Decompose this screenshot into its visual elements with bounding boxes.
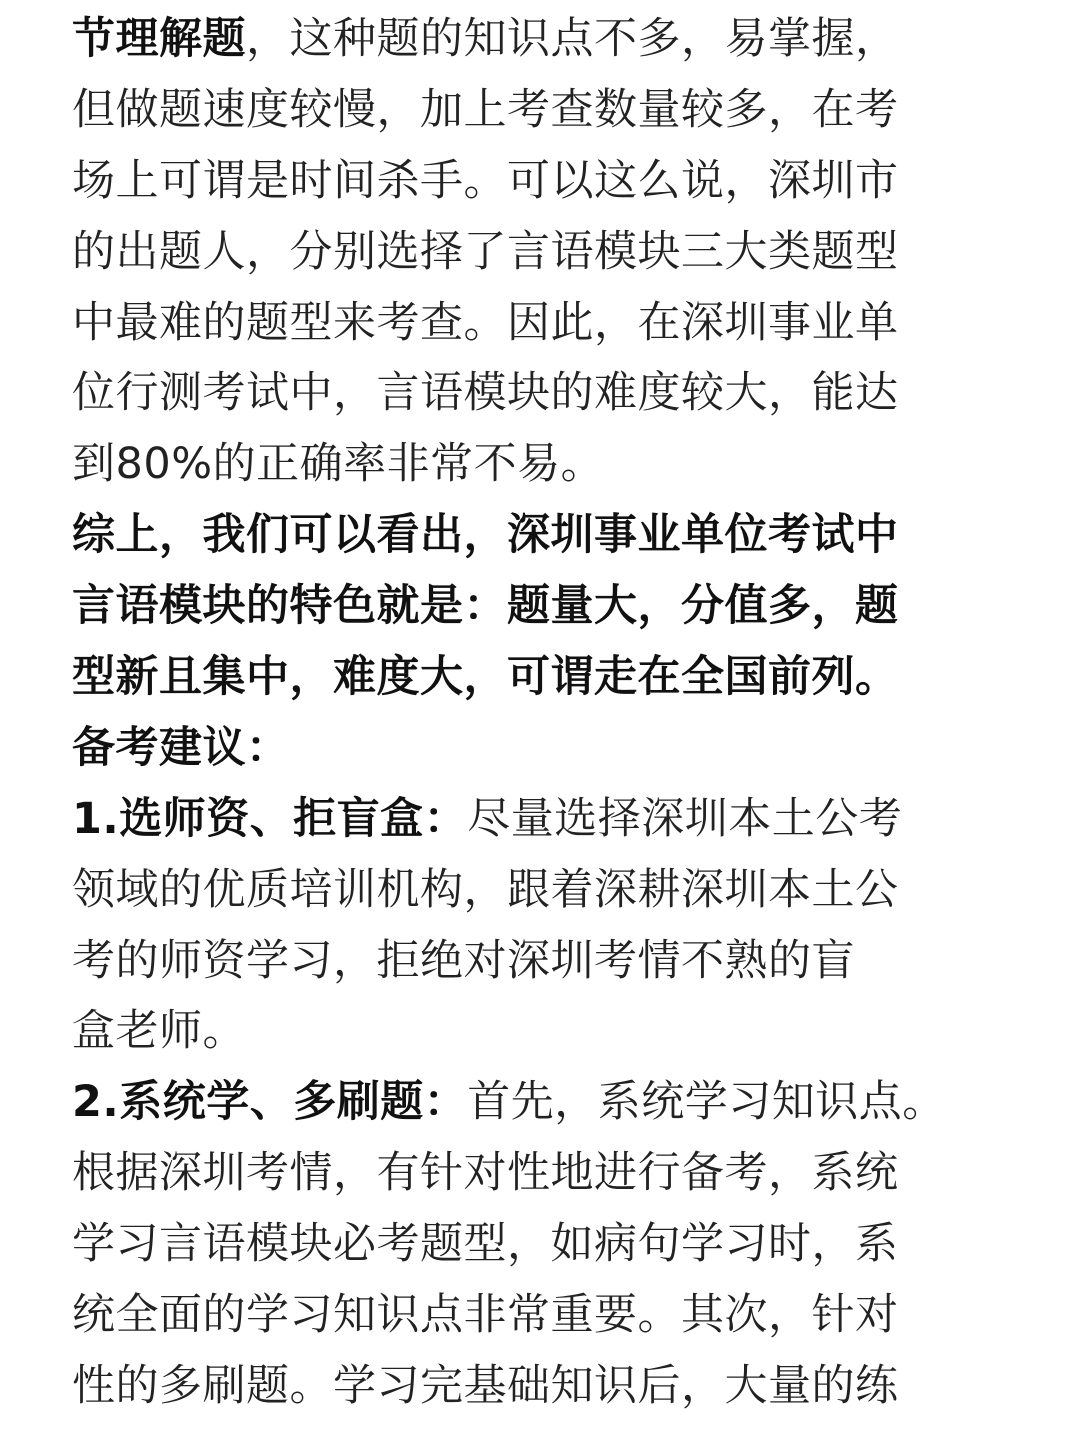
body-text: 统全面的学习知识点非常重要。其次，针对 [72, 1290, 899, 1341]
body-text: 考的师资学习，拒绝对深圳考情不熟的盲 [72, 935, 855, 986]
bold-text: 1.选师资、拒盲盒： [72, 793, 468, 844]
section-heading [72, 713, 946, 784]
text-line [72, 4, 946, 75]
bold-text: 言语模块的特色就是：题量大，分值多，题 [72, 581, 899, 632]
text-line [72, 1280, 946, 1351]
text-line [72, 217, 946, 288]
body-text: 场上可谓是时间杀手。可以这么说，深圳市 [72, 155, 899, 206]
text-line [72, 996, 946, 1067]
text-line [72, 1351, 946, 1422]
article-page [72, 0, 1012, 1439]
body-text: 位行测考试中，言语模块的难度较大，能达 [72, 368, 899, 419]
text-line [72, 146, 946, 217]
body-text: 尽量选择深圳本土公考 [467, 793, 903, 844]
body-text: 根据深圳考情，有针对性地进行备考，系统 [72, 1148, 899, 1199]
body-text: 的出题人，分别选择了言语模块三大类题型 [72, 226, 899, 277]
body-text: ，这种题的知识点不多，易掌握， [246, 14, 899, 64]
text-line [72, 571, 946, 642]
text-line [72, 1138, 946, 1209]
bold-text: 备考建议： [72, 722, 290, 773]
body-text: 性的多刷题。学习完基础知识后，大量的练 [72, 1360, 899, 1411]
body-text: 到80%的正确率非常不易。 [72, 439, 605, 490]
bold-text: 综上，我们可以看出，深圳事业单位考试中 [72, 510, 899, 561]
bold-text: 型新且集中，难度大，可谓走在全国前列。 [72, 652, 899, 703]
text-line [72, 926, 946, 997]
body-text: 但做题速度较慢，加上考查数量较多，在考 [72, 84, 899, 135]
text-line [72, 75, 946, 146]
body-text: 学习言语模块必考题型，如病句学习时，系 [72, 1219, 899, 1270]
text-line [72, 855, 946, 926]
text-line [72, 358, 946, 429]
body-text: 首先，系统学习知识点。 [467, 1077, 946, 1128]
text-line [72, 784, 946, 855]
text-line [72, 642, 946, 713]
bold-text: 2.系统学、多刷题： [72, 1077, 468, 1128]
body-text: 中最难的题型来考查。因此，在深圳事业单 [72, 297, 899, 348]
article-body [72, 4, 946, 1422]
text-line [72, 500, 946, 571]
body-text: 盒老师。 [72, 1006, 246, 1057]
text-line [72, 1209, 946, 1280]
text-line [72, 1067, 946, 1138]
body-text: 领域的优质培训机构，跟着深耕深圳本土公 [72, 864, 899, 915]
text-line [72, 288, 946, 359]
text-line [72, 429, 946, 500]
bold-text: 节理解题 [72, 14, 246, 64]
